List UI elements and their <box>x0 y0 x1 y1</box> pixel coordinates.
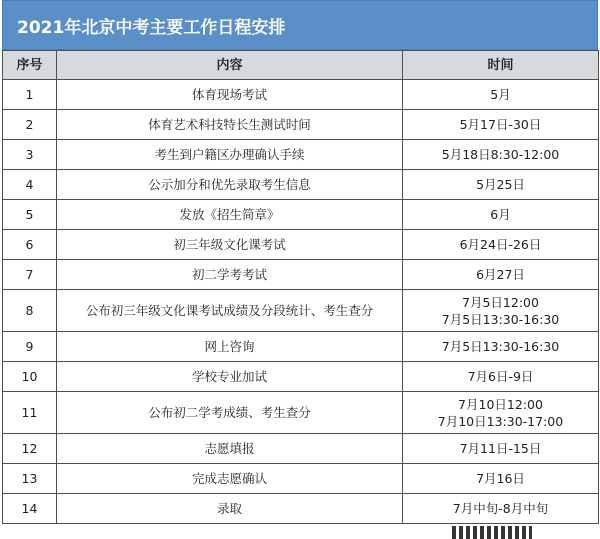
table-row <box>3 110 599 140</box>
row-time <box>403 362 599 392</box>
table-body <box>3 80 599 524</box>
row-content: 公布初二学考成绩、考生查分 <box>57 392 403 434</box>
row-number: 14 <box>3 494 57 524</box>
row-content: 志愿填报 <box>57 434 403 464</box>
schedule-table <box>2 50 599 524</box>
header-content: 内容 <box>57 51 403 80</box>
row-content: 初二学考考试 <box>57 260 403 290</box>
time-line: 5月25日 <box>476 177 525 192</box>
table-row <box>3 170 599 200</box>
row-time <box>403 200 599 230</box>
row-time <box>403 290 599 332</box>
table-row <box>3 332 599 362</box>
row-number: 4 <box>3 170 57 200</box>
row-time <box>403 230 599 260</box>
time-line: 7月5日13:30-16:30 <box>441 339 560 354</box>
header-time: 时间 <box>403 51 599 80</box>
table-row <box>3 392 599 434</box>
time-line: 7月10日12:00 <box>458 396 543 412</box>
row-content: 学校专业加试 <box>57 362 403 392</box>
time-line: 7月10日13:30-17:00 <box>437 413 564 429</box>
row-time <box>403 260 599 290</box>
row-number: 12 <box>3 434 57 464</box>
row-content: 网上咨询 <box>57 332 403 362</box>
row-content: 完成志愿确认 <box>57 464 403 494</box>
row-content: 公布初三年级文化课考试成绩及分段统计、考生查分 <box>57 290 403 332</box>
table-row <box>3 260 599 290</box>
row-number: 2 <box>3 110 57 140</box>
row-number: 6 <box>3 230 57 260</box>
row-number: 7 <box>3 260 57 290</box>
time-line: 5月18日8:30-12:00 <box>441 147 560 162</box>
row-content: 公示加分和优先录取考生信息 <box>57 170 403 200</box>
row-time <box>403 80 599 110</box>
table-row <box>3 362 599 392</box>
row-number: 5 <box>3 200 57 230</box>
time-line: 6月 <box>490 207 511 222</box>
row-number: 1 <box>3 80 57 110</box>
row-number: 9 <box>3 332 57 362</box>
header-no: 序号 <box>3 51 57 80</box>
row-time <box>403 140 599 170</box>
table-row <box>3 140 599 170</box>
table-row <box>3 434 599 464</box>
row-time <box>403 464 599 494</box>
row-content: 录取 <box>57 494 403 524</box>
row-time <box>403 110 599 140</box>
row-number: 13 <box>3 464 57 494</box>
row-content: 发放《招生简章》 <box>57 200 403 230</box>
row-time <box>403 170 599 200</box>
row-number: 8 <box>3 290 57 332</box>
time-line: 7月5日13:30-16:30 <box>441 311 560 327</box>
row-content: 考生到户籍区办理确认手续 <box>57 140 403 170</box>
table-row <box>3 494 599 524</box>
row-number: 10 <box>3 362 57 392</box>
time-line: 7月16日 <box>476 471 525 486</box>
time-line: 6月24日-26日 <box>459 237 542 252</box>
time-line: 5月 <box>490 87 511 102</box>
row-content: 体育现场考试 <box>57 80 403 110</box>
time-line: 7月5日12:00 <box>462 294 539 310</box>
time-line: 6月27日 <box>476 267 525 282</box>
row-number: 3 <box>3 140 57 170</box>
row-time <box>403 392 599 434</box>
schedule-document <box>2 0 598 524</box>
row-content: 体育艺术科技特长生测试时间 <box>57 110 403 140</box>
time-line: 7月11日-15日 <box>459 441 542 456</box>
time-line: 7月6日-9日 <box>467 369 534 384</box>
table-row <box>3 230 599 260</box>
row-number: 11 <box>3 392 57 434</box>
page-title: 2021年北京中考主要工作日程安排 <box>2 0 598 50</box>
row-time <box>403 494 599 524</box>
table-row <box>3 80 599 110</box>
table-header-row <box>3 51 599 80</box>
time-line: 7月中旬-8月中旬 <box>452 501 549 516</box>
row-content: 初三年级文化课考试 <box>57 230 403 260</box>
time-line: 5月17日-30日 <box>459 117 542 132</box>
table-row <box>3 290 599 332</box>
qr-watermark-fragment <box>452 526 532 539</box>
row-time <box>403 434 599 464</box>
table-row <box>3 464 599 494</box>
table-row <box>3 200 599 230</box>
row-time <box>403 332 599 362</box>
